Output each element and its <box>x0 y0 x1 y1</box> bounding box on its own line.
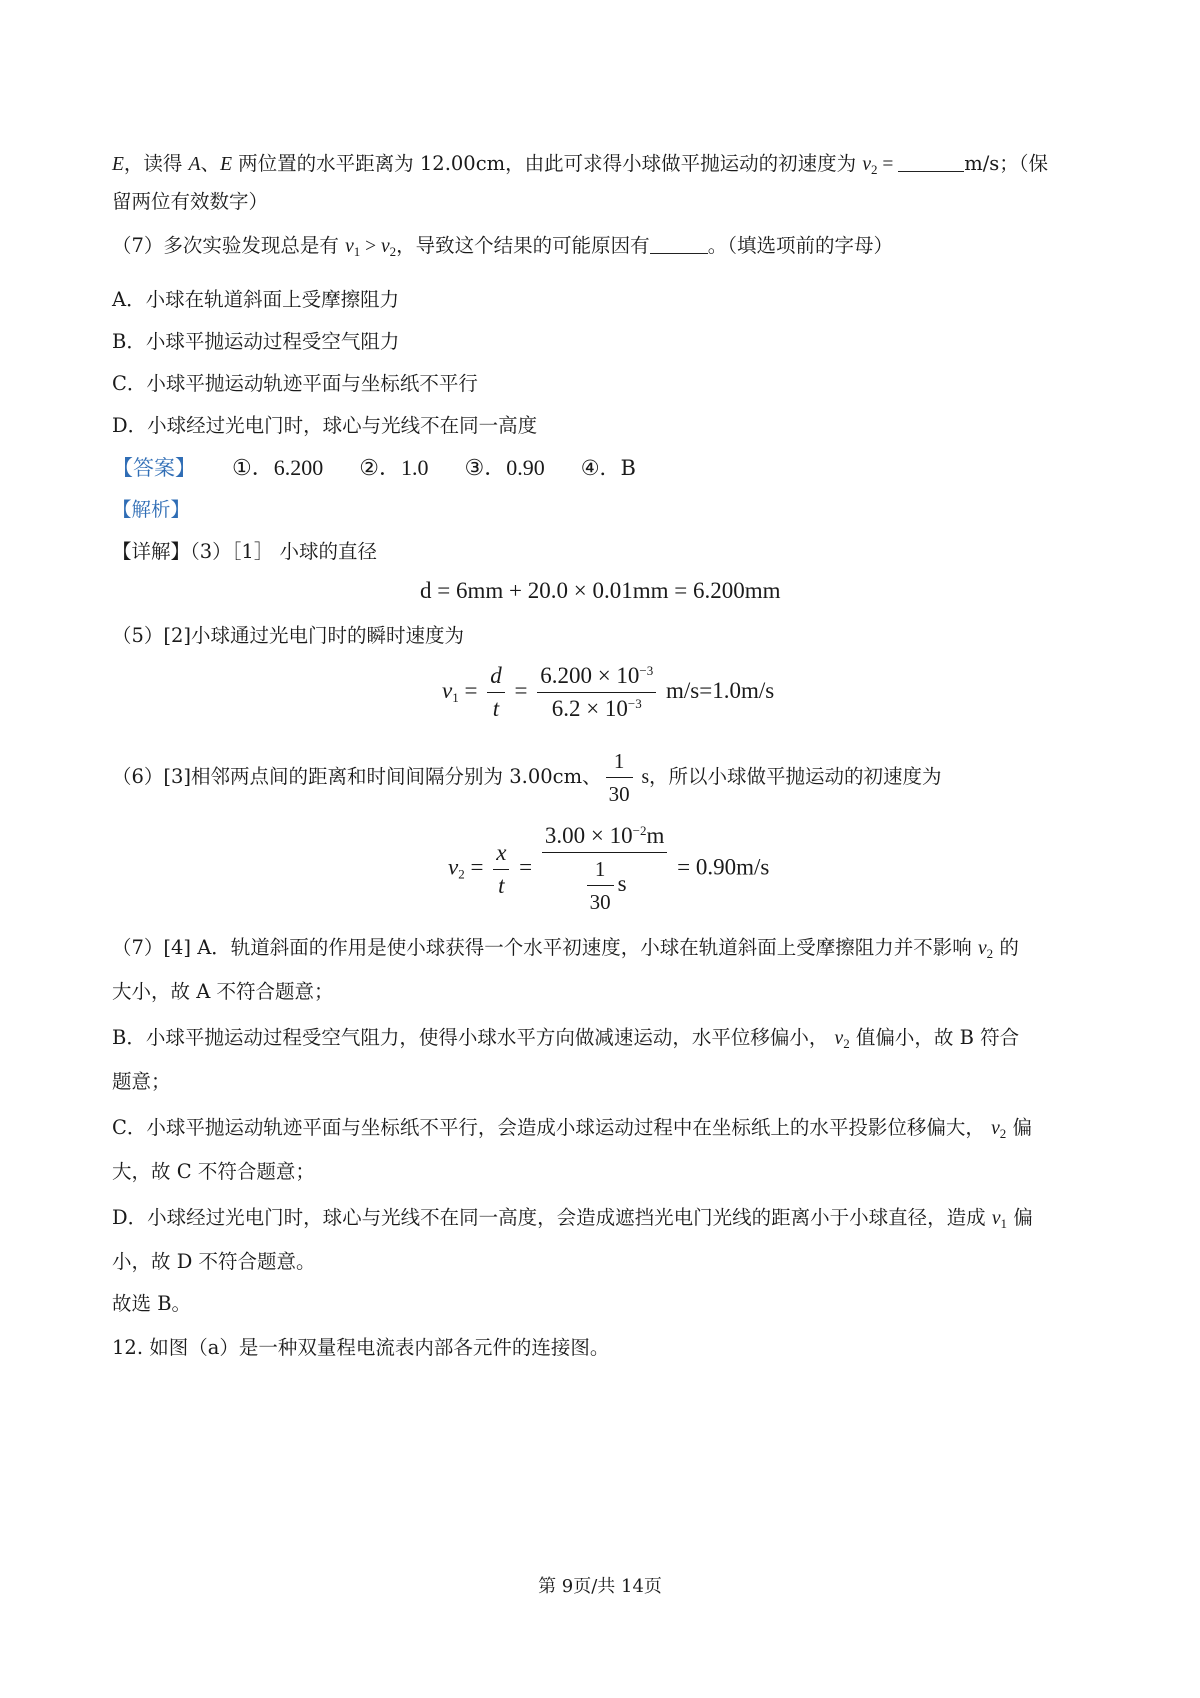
equation-diameter: d = 6mm + 20.0 × 0.01mm = 6.200mm <box>420 578 781 603</box>
velocity-symbol: v <box>978 938 987 959</box>
answer-line <box>112 454 1100 482</box>
unit: m <box>646 823 665 848</box>
point-label: E <box>220 154 232 175</box>
velocity-symbol: v <box>442 677 453 703</box>
denominator <box>537 693 656 723</box>
velocity-symbol: v <box>862 154 871 175</box>
detail-line <box>112 538 1100 566</box>
option-a: A．小球在轨道斜面上受摩擦阻力 <box>112 288 400 311</box>
fraction-d-over-t <box>487 662 505 723</box>
option-c: C．小球平抛运动轨迹平面与坐标纸不平行 <box>112 372 478 395</box>
subscript: 2 <box>389 244 397 259</box>
answer-item-4: ④．B <box>580 456 636 480</box>
subscript: 1 <box>353 244 361 259</box>
answer-tag: 【答案】 <box>112 456 196 480</box>
text-segment: ，读得 <box>123 152 189 175</box>
text-segment: ，导致这个结果的可能原因有 <box>396 234 650 257</box>
subscript: 1 <box>1000 1216 1007 1231</box>
equals-sign: = <box>514 677 534 703</box>
text-segment: （7）多次实验发现总是有 <box>112 234 346 257</box>
subscript: 2 <box>999 1126 1007 1141</box>
subscript: 2 <box>843 1036 850 1051</box>
text-segment: s，所以小球做平抛运动的初速度为 <box>636 767 942 788</box>
nested-fraction <box>587 855 614 916</box>
fraction-values <box>542 822 667 916</box>
part-7-a-line-1 <box>112 934 1100 963</box>
part-6-text <box>112 746 1100 809</box>
denominator <box>542 853 667 916</box>
result: m/s=1.0m/s <box>666 677 775 703</box>
velocity-symbol: v <box>991 1208 1001 1229</box>
unit: s <box>617 870 627 896</box>
part-7-c-line-2: 大，故 C 不符合题意； <box>112 1160 315 1183</box>
part-7-d-line-2: 小，故 D 不符合题意。 <box>112 1250 316 1273</box>
numerator: d <box>487 662 505 693</box>
equation-v1 <box>442 662 774 723</box>
text-segment: （6）[3]相邻两点间的距离和时间间隔分别为 3.00cm、 <box>112 765 602 788</box>
part-7-b-line-2: 题意； <box>112 1070 171 1093</box>
option-d: D．小球经过光电门时，球心与光线不在同一高度 <box>112 414 538 437</box>
subscript: 1 <box>452 689 459 705</box>
subscript: 2 <box>986 946 994 961</box>
text-segment: 、 <box>200 152 221 175</box>
fraction-x-over-t <box>493 839 509 900</box>
inline-fraction <box>606 747 633 808</box>
velocity-symbol: v <box>991 1118 1000 1139</box>
velocity-symbol: v <box>448 854 459 880</box>
equals-sign: = <box>464 854 490 880</box>
text-segment: 的 <box>993 936 1019 959</box>
numerator: 1 <box>606 747 633 778</box>
subscript: 2 <box>458 866 465 882</box>
greater-than-sign: > <box>360 236 382 257</box>
point-label: A <box>188 154 201 175</box>
subscript: 2 <box>870 162 878 177</box>
part-7-d-line-1 <box>112 1204 1100 1233</box>
denominator: 30 <box>589 890 611 914</box>
numerator-value: 6.200 × 10 <box>540 663 640 688</box>
question-12-text: 12. 如图（a）是一种双量程电流表内部各元件的连接图。 <box>112 1336 610 1359</box>
analysis-tag: 【解析】 <box>112 498 191 521</box>
text-segment: D．小球经过光电门时，球心与光线不在同一高度，会造成遮挡光电门光线的距离小于小球直径，造成 <box>112 1206 992 1229</box>
text-segment: 两位置的水平距离为 12.00cm，由此可求得小球做平抛运动的初速度为 <box>231 152 863 175</box>
text-segment: 偏 <box>1006 1116 1032 1139</box>
part-7-a-line-2: 大小，故 A 不符合题意； <box>112 980 334 1003</box>
equals-sign: = <box>519 854 538 880</box>
answer-item-2: ②．1.0 <box>359 455 429 480</box>
option-b: B．小球平抛运动过程受空气阻力 <box>112 330 400 353</box>
conclusion: 故选 B。 <box>112 1292 192 1315</box>
point-label: E <box>112 154 124 175</box>
question-7-text <box>112 232 1100 261</box>
numerator <box>537 662 656 693</box>
text-segment: 偏 <box>1007 1206 1033 1229</box>
velocity-symbol: v <box>834 1028 844 1049</box>
text-segment: 值偏小，故 B 符合 <box>849 1026 1020 1049</box>
part-7-c-line-1 <box>112 1114 1100 1143</box>
text-segment: m/s；（保 <box>964 152 1049 175</box>
text-segment: C．小球平抛运动轨迹平面与坐标纸不平行，会造成小球运动过程中在坐标纸上的水平投影位移偏大， <box>112 1116 992 1139</box>
numerator-value: 3.00 × 10 <box>544 823 633 848</box>
denominator: 30 <box>608 782 630 806</box>
exponent: −3 <box>627 696 642 711</box>
velocity-symbol: v <box>345 236 354 257</box>
denominator: t <box>498 872 505 898</box>
part-5-text: （5）[2]小球通过光电门时的瞬时速度为 <box>112 624 465 647</box>
text-segment: B．小球平抛运动过程受空气阻力，使得小球水平方向做减速运动，水平位移偏小， <box>112 1026 835 1049</box>
equation-v2 <box>448 822 769 916</box>
numerator: x <box>493 839 509 870</box>
answer-blank <box>650 235 708 254</box>
question-6-text-line-2: 留两位有效数字） <box>112 190 269 213</box>
numerator <box>542 822 667 853</box>
part-7-b-line-1 <box>112 1024 1100 1053</box>
denominator: t <box>492 696 500 721</box>
page-footer: 第 9页/共 14页 <box>538 1576 662 1597</box>
detail-tag: 【详解】 <box>112 540 191 563</box>
equals-sign: = <box>458 677 484 703</box>
exponent: −2 <box>632 823 647 838</box>
answer-item-1: ①．6.200 <box>232 455 324 480</box>
answer-item-3: ③．0.90 <box>464 455 545 480</box>
text-segment: 。（填选项前的字母） <box>707 234 893 257</box>
equals-sign: = <box>877 154 899 175</box>
text-segment: （3）［1］ 小球的直径 <box>190 540 378 563</box>
answer-blank <box>898 153 964 172</box>
numerator: 1 <box>587 855 614 886</box>
exponent: −3 <box>639 663 654 678</box>
question-6-text-line-1 <box>112 150 1100 179</box>
denominator-value: 6.2 × 10 <box>551 696 628 721</box>
text-segment: （7）[4] A．轨道斜面的作用是使小球获得一个水平初速度，小球在轨道斜面上受摩擦阻力并不影响 <box>112 936 979 959</box>
result: = 0.90m/s <box>677 854 770 880</box>
fraction-values <box>537 662 656 723</box>
velocity-symbol: v <box>381 236 390 257</box>
